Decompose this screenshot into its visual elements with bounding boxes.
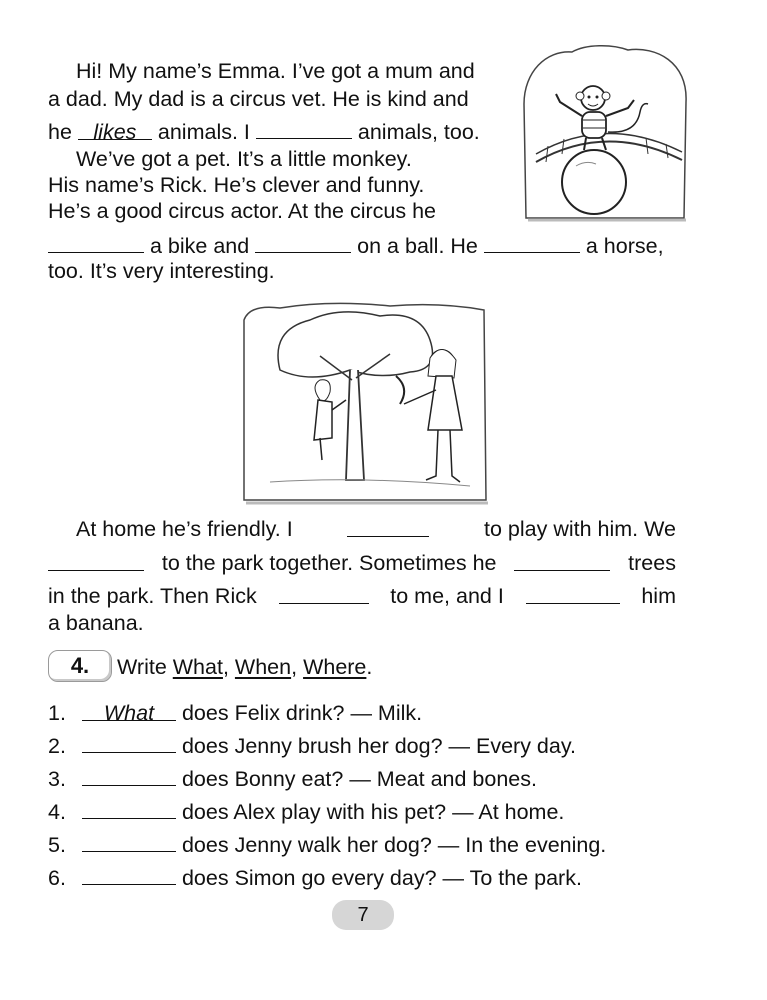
answer-blank[interactable] [82,831,176,852]
story-line-3 [48,118,480,145]
story-text: animals, too. [357,120,480,144]
story-text: him [641,584,676,608]
story-line-12 [48,610,144,636]
story-text: in the park. Then Rick [48,584,257,608]
story-line-1 [48,58,510,84]
answer-blank[interactable] [48,232,144,253]
story-text: a horse, [585,234,664,258]
item-number: 3. [48,767,66,791]
exercise-item [48,732,576,759]
answer-blank[interactable] [347,516,429,537]
item-text: does Jenny walk her dog? — In the evening. [181,833,607,857]
story-text: animals. I [157,120,250,144]
answer-blank[interactable] [82,765,176,786]
story-line-2 [48,86,469,112]
story-text: trees [628,551,676,575]
item-number: 5. [48,833,66,857]
item-number: 2. [48,734,66,758]
story-line-7 [48,232,664,259]
story-text: We’ve got a pet. It’s a little monkey. [76,147,412,171]
answer-blank[interactable] [279,583,369,604]
answer-blank[interactable] [82,864,176,885]
monkey-on-ball-illustration [516,42,694,222]
word-when: When [234,655,292,679]
answer-blank[interactable] [514,550,610,571]
exercise-item [48,798,564,825]
story-text: to the park together. Sometimes he [161,551,497,575]
item-number: 1. [48,701,66,725]
exercise-instruction [117,654,372,680]
item-number: 6. [48,866,66,890]
item-text: does Felix drink? — Milk. [181,701,423,725]
item-text: does Simon go every day? — To the park. [181,866,582,890]
exercise-item [48,831,606,858]
item-text: does Jenny brush her dog? — Every day. [181,734,576,758]
story-text: too. It’s very interesting. [48,259,275,283]
answer-blank[interactable] [526,583,620,604]
girl-monkey-tree-illustration [240,300,490,505]
item-number: 4. [48,800,66,824]
story-line-6 [48,198,436,224]
story-line-4 [48,146,510,172]
answer-blank[interactable] [48,550,144,571]
story-line-9 [48,516,676,542]
story-text: His name’s Rick. He’s clever and funny. [48,173,425,197]
story-text: Hi! My name’s Emma. I’ve got a mum and [76,59,475,83]
answer-blank[interactable] [255,232,351,253]
instruction-period: . [366,655,373,679]
story-text: to me, and I [390,584,504,608]
answer-blank[interactable] [82,798,176,819]
answer-blank[interactable] [484,232,580,253]
answer-blank-what[interactable]: What [82,700,176,721]
story-text: he [48,120,72,144]
exercise-item [48,864,582,891]
story-line-11 [48,583,676,609]
exercise-item [48,765,537,792]
monkey-picture [516,42,694,222]
instruction-comma: , [291,655,298,679]
tree-picture [240,300,490,505]
exercise-number-badge: 4. [48,650,112,682]
story-text: He’s a good circus actor. At the circus he [48,199,436,223]
story-text: a banana. [48,611,144,635]
instruction-text: Write [117,655,167,679]
word-what: What [172,655,223,679]
story-text: a dad. My dad is a circus vet. He is kind and [48,87,469,111]
instruction-comma: , [222,655,229,679]
story-text: a bike and [149,234,250,258]
story-line-10 [48,550,676,576]
answer-blank-likes[interactable]: likes [78,119,152,140]
story-text: to play with him. We [484,517,676,541]
item-text: does Alex play with his pet? — At home. [181,800,565,824]
answer-blank[interactable] [82,732,176,753]
word-where: Where [303,655,367,679]
story-line-5 [48,172,510,198]
exercise-item [48,700,422,726]
story-text: At home he’s friendly. I [76,517,293,541]
story-line-8 [48,258,275,284]
answer-blank[interactable] [256,118,352,139]
item-text: does Bonny eat? — Meat and bones. [181,767,537,791]
page-number: 7 [332,900,394,930]
story-text: on a ball. He [357,234,478,258]
